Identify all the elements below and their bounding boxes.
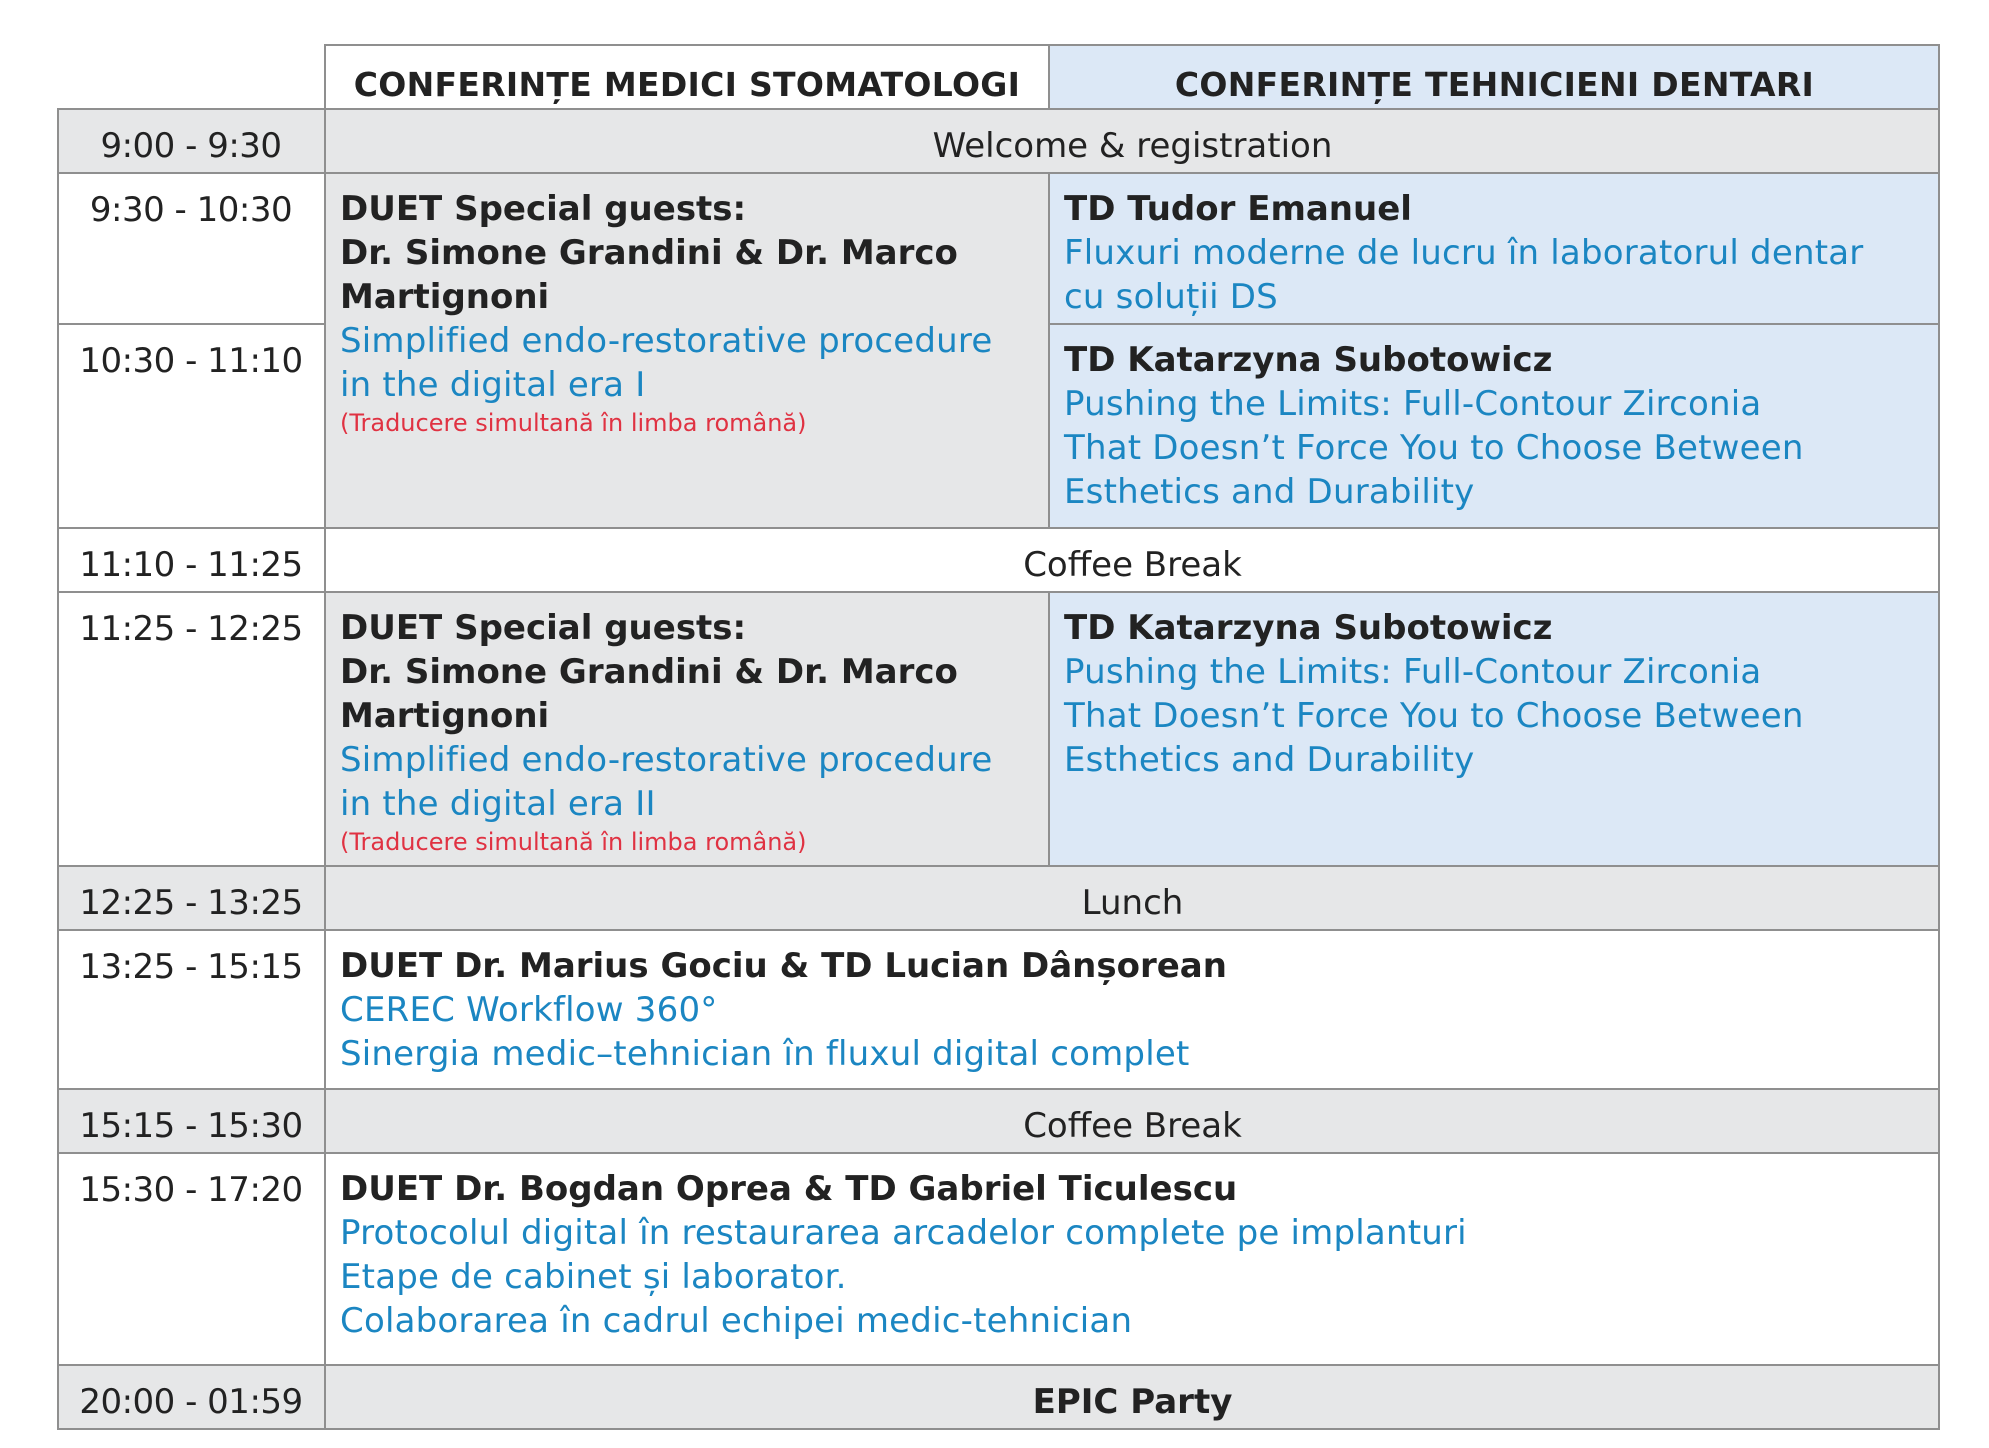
session-title: in the digital era II [340,784,656,824]
session-title: cu soluții DS [1064,277,1278,317]
session-title: Pushing the Limits: Full-Contour Zirconia [1064,652,1762,692]
coffee-break: Coffee Break [325,1089,1940,1153]
grid-line [1048,591,1050,867]
grid-line [57,865,1940,867]
epic-party: EPIC Party [325,1365,1940,1430]
translation-note: (Traducere simultană în limba română) [340,828,807,856]
speaker-name: TD Katarzyna Subotowicz [1064,340,1553,380]
time-slot: 10:30 - 11:10 [57,324,325,528]
session-title: Esthetics and Durability [1064,740,1475,780]
session-tehnicieni-2 [1049,324,1940,528]
time-slot: 9:30 - 10:30 [57,173,325,324]
translation-note: (Traducere simultană în limba română) [340,409,807,437]
time-slot: 15:15 - 15:30 [57,1089,325,1153]
speaker-name: DUET Special guests: [340,189,747,229]
lunch: Lunch [325,866,1940,930]
grid-line [57,172,1940,174]
session-tehnicieni-3 [1049,592,1940,866]
session-title: in the digital era I [340,365,646,405]
speaker-name: DUET Dr. Marius Gociu & TD Lucian Dânșorean [340,946,1227,986]
time-slot: 9:00 - 9:30 [57,109,325,173]
session-duet-2 [325,1153,1940,1365]
session-title: Simplified endo-restorative procedure [340,740,993,780]
grid-line [57,527,1940,529]
speaker-name: DUET Dr. Bogdan Oprea & TD Gabriel Ticulescu [340,1169,1238,1209]
grid-line [1048,44,1050,110]
session-title: Simplified endo-restorative procedure [340,321,993,361]
grid-line [324,44,326,1430]
welcome-registration: Welcome & registration [325,109,1940,173]
session-medici-2 [325,592,1049,866]
speaker-name: Dr. Simone Grandini & Dr. Marco [340,233,958,273]
session-title: CEREC Workflow 360° [340,990,718,1030]
time-slot: 20:00 - 01:59 [57,1365,325,1430]
session-medici-1 [325,173,1049,528]
time-slot: 11:25 - 12:25 [57,592,325,866]
session-title: Colaborarea în cadrul echipei medic-tehnician [340,1301,1133,1341]
session-title: That Doesn’t Force You to Choose Between [1064,696,1804,736]
schedule-table [57,44,1940,1430]
header-medici: CONFERINȚE MEDICI STOMATOLOGI [325,44,1049,109]
session-tehnicieni-1 [1049,173,1940,324]
time-slot: 12:25 - 13:25 [57,866,325,930]
coffee-break: Coffee Break [325,528,1940,592]
speaker-name: TD Katarzyna Subotowicz [1064,608,1553,648]
speaker-name: Martignoni [340,277,550,317]
grid-line [57,108,1940,110]
header-tehnicieni: CONFERINȚE TEHNICIENI DENTARI [1049,44,1940,109]
grid-line [57,1428,1940,1430]
grid-line [57,591,1940,593]
session-title: Pushing the Limits: Full-Contour Zirconia [1064,384,1762,424]
speaker-name: DUET Special guests: [340,608,747,648]
grid-line [57,1152,1940,1154]
grid-line [57,1364,1940,1366]
time-slot: 15:30 - 17:20 [57,1153,325,1365]
time-slot: 11:10 - 11:25 [57,528,325,592]
session-duet-1 [325,930,1940,1089]
session-title: That Doesn’t Force You to Choose Between [1064,428,1804,468]
session-title: Fluxuri moderne de lucru în laboratorul dentar [1064,233,1864,273]
speaker-name: TD Tudor Emanuel [1064,189,1412,229]
grid-line [57,929,1940,931]
grid-line [1049,323,1940,325]
session-title: Protocolul digital în restaurarea arcadelor complete pe implanturi [340,1213,1467,1253]
grid-line [1938,44,1940,1430]
grid-line [325,44,1940,46]
grid-line [1048,172,1050,529]
speaker-name: Martignoni [340,696,550,736]
session-title: Esthetics and Durability [1064,472,1475,512]
grid-line [57,1088,1940,1090]
session-title: Etape de cabinet și laborator. [340,1257,847,1297]
session-title: Sinergia medic–tehnician în fluxul digital complet [340,1034,1190,1074]
grid-line [57,108,59,1430]
grid-line [57,323,325,325]
time-slot: 13:25 - 15:15 [57,930,325,1089]
speaker-name: Dr. Simone Grandini & Dr. Marco [340,652,958,692]
